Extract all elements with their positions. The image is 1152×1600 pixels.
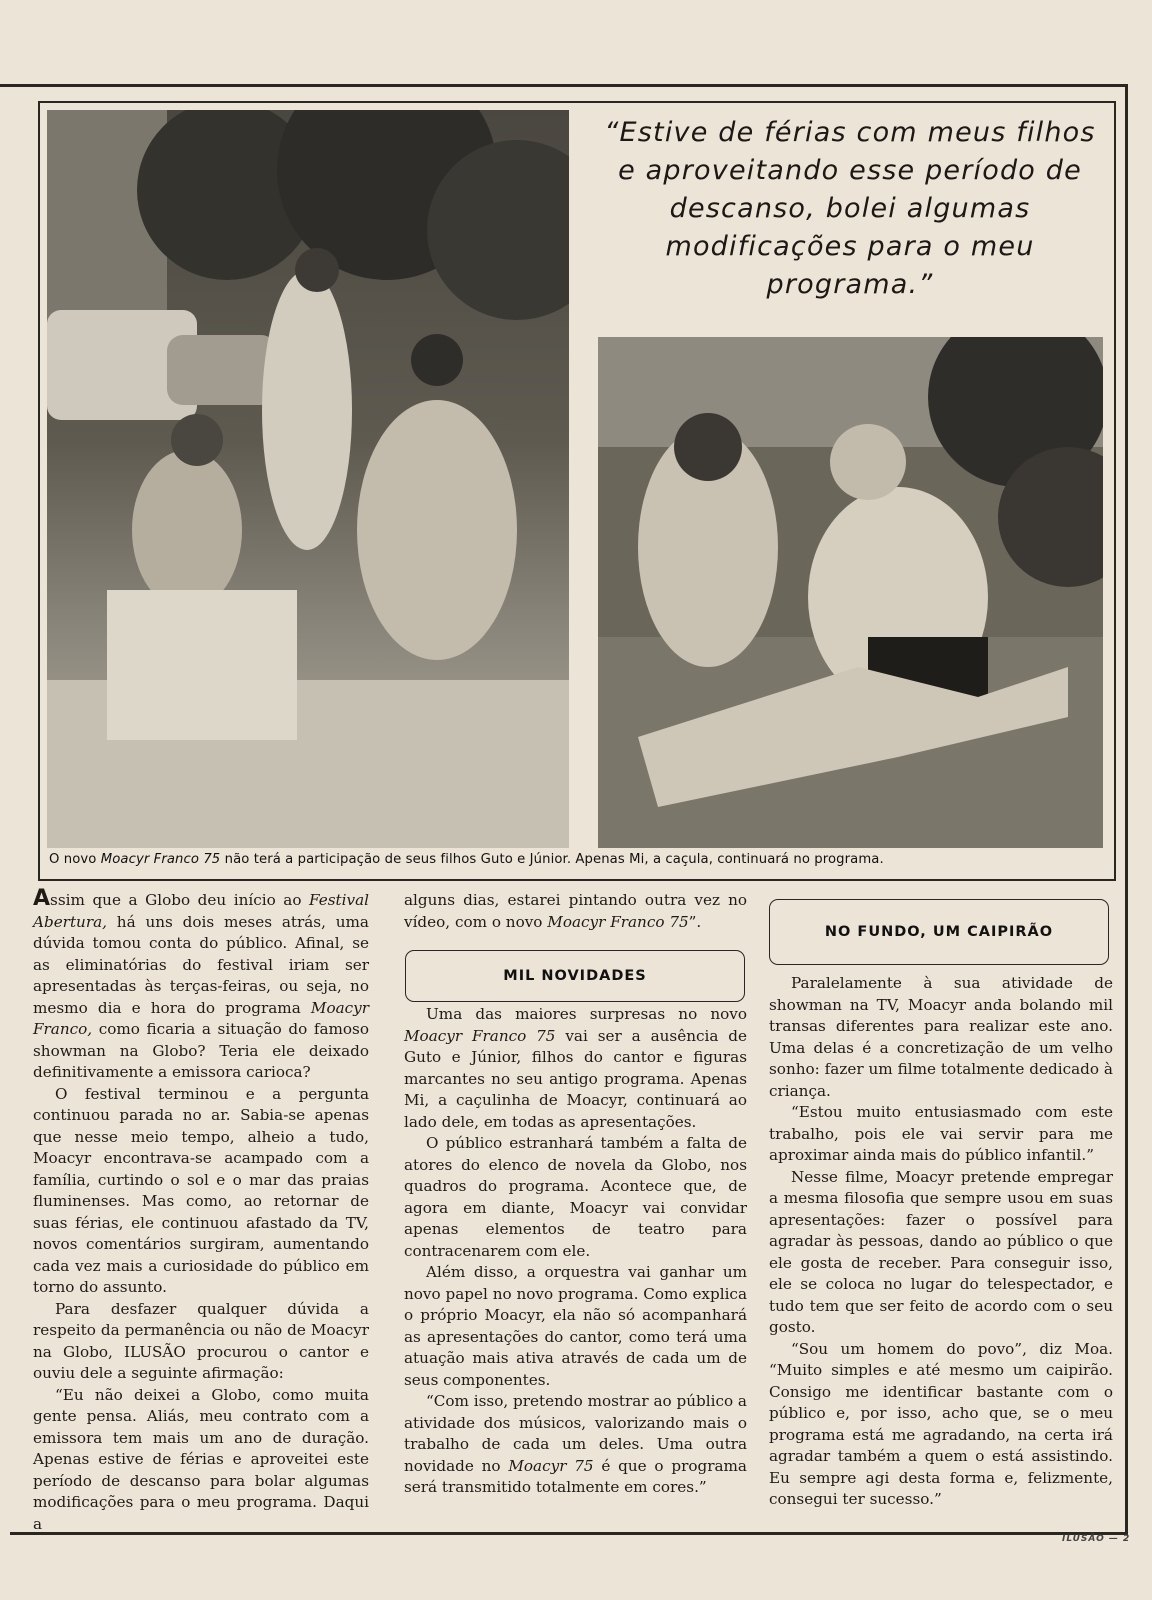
article-paragraph: O público estranhará também a falta de atores do elenco de novela da Globo, nos quadros do programa. Acontece que, de agora em diante, Moacyr vai convidar apenas elementos de teatro para contracenarem com ele.	[404, 1134, 747, 1260]
article-paragraph: “Com isso, pretendo mostrar ao público a atividade dos músicos, valorizando mais o trabalho de cada um deles. Uma outra novidade no Moacyr 75 é que o programa será transmitido totalmente em cores.”	[404, 1392, 747, 1496]
article-column-3	[769, 973, 1113, 1511]
article-paragraph: Nesse filme, Moacyr pretende empregar a mesma filosofia que sempre usou em suas apresentações: fazer o possível para agradar às pessoas, dando ao público o que ele gosta de receber. Para conseguir isso, ele se coloca no lugar do telespectador, e tudo tem que ser feito de acordo com o seu gosto.	[769, 1167, 1113, 1336]
top-rule	[0, 84, 1128, 87]
article-paragraph: “Estou muito entusiasmado com este trabalho, pois ele vai servir para me aproximar ainda mais do público infantil.”	[769, 1103, 1113, 1164]
page-footer-label: ILUSÃO — 2	[1062, 1534, 1131, 1544]
article-paragraph: alguns dias, estarei pintando outra vez no vídeo, com o novo Moacyr Franco 75”.	[404, 891, 747, 931]
family-photo-image	[47, 110, 569, 848]
drop-cap: A	[33, 886, 51, 911]
article-paragraph: Assim que a Globo deu início ao Festival Abertura, há uns dois meses atrás, uma dúvida tomou conta do público. Afinal, se as eliminatórias do festival iriam ser apresentadas às terças-feiras, ou seja, no mesmo dia e hora do programa Moacyr Franco, como ficaria a situação do famoso showman na Globo? Teria ele deixado definitivamente a emissora carioca?	[33, 886, 369, 1081]
photo-caption: O novo Moacyr Franco 75 não terá a participação de seus filhos Guto e Júnior. Apenas Mi, a caçula, continuará no programa.	[49, 852, 884, 867]
article-paragraph: Para desfazer qualquer dúvida a respeito da permanência ou não de Moacyr na Globo, ILUSÃO procurou o cantor e ouviu dele a seguinte afirmação:	[33, 1299, 369, 1382]
father-child-photo	[598, 337, 1103, 848]
article-paragraph: Uma das maiores surpresas no novo Moacyr Franco 75 vai ser a ausência de Guto e Júnior, filhos do cantor e figuras marcantes no seu antigo programa. Apenas Mi, a caçulinha de Moacyr, continuará ao lado dele, em todas as apresentações.	[404, 1005, 747, 1131]
article-paragraph: “Sou um homem do povo”, diz Moa. “Muito simples e até mesmo um caipirão. Consigo me identificar bastante com o público e, por isso, acho que, se o meu programa está me agradando, na certa irá agradar também a quem o está assistindo. Eu sempre agi desta forma e, felizmente, consegui ter sucesso.”	[769, 1339, 1113, 1508]
article-paragraph: “Eu não deixei a Globo, como muita gente pensa. Aliás, meu contrato com a emissora tem mais um ano de duração. Apenas estive de férias e aproveitei este período de descanso para bolar algumas modificações para o meu programa. Daqui a	[33, 1385, 369, 1533]
article-paragraph: Além disso, a orquestra vai ganhar um novo papel no novo programa. Como explica o próprio Moacyr, ela não só acompanhará as apresentações do cantor, como terá uma atuação mais ativa através de cada um de seus componentes.	[404, 1263, 747, 1389]
father-child-photo-image	[598, 337, 1103, 848]
subheading-mil-novidades: MIL NOVIDADES	[405, 950, 745, 1002]
right-rule	[1125, 84, 1128, 1534]
article-column-1	[33, 886, 369, 1535]
family-photo	[47, 110, 569, 848]
article-paragraph: Paralelamente à sua atividade de showman na TV, Moacyr anda bolando mil transas diferentes para realizar este ano. Uma delas é a concretização de um velho sonho: fazer um filme totalmente dedicado à criança.	[769, 974, 1113, 1100]
subheading-no-fundo: NO FUNDO, UM CAIPIRÃO	[769, 899, 1109, 965]
article-paragraph: O festival terminou e a pergunta continuou parada no ar. Sabia-se apenas que nesse meio tempo, alheio a tudo, Moacyr encontrava-se acampado com a família, curtindo o sol e o mar das praias fluminenses. Mas como, ao retornar de suas férias, ele continuou afastado da TV, novos comentários surgiram, aumentando cada vez mais a curiosidade do público em torno do assunto.	[33, 1084, 369, 1296]
pull-quote: “Estive de férias com meus filhos e aproveitando esse período de descanso, bolei algumas modificações para o meu programa.”	[604, 117, 1096, 300]
